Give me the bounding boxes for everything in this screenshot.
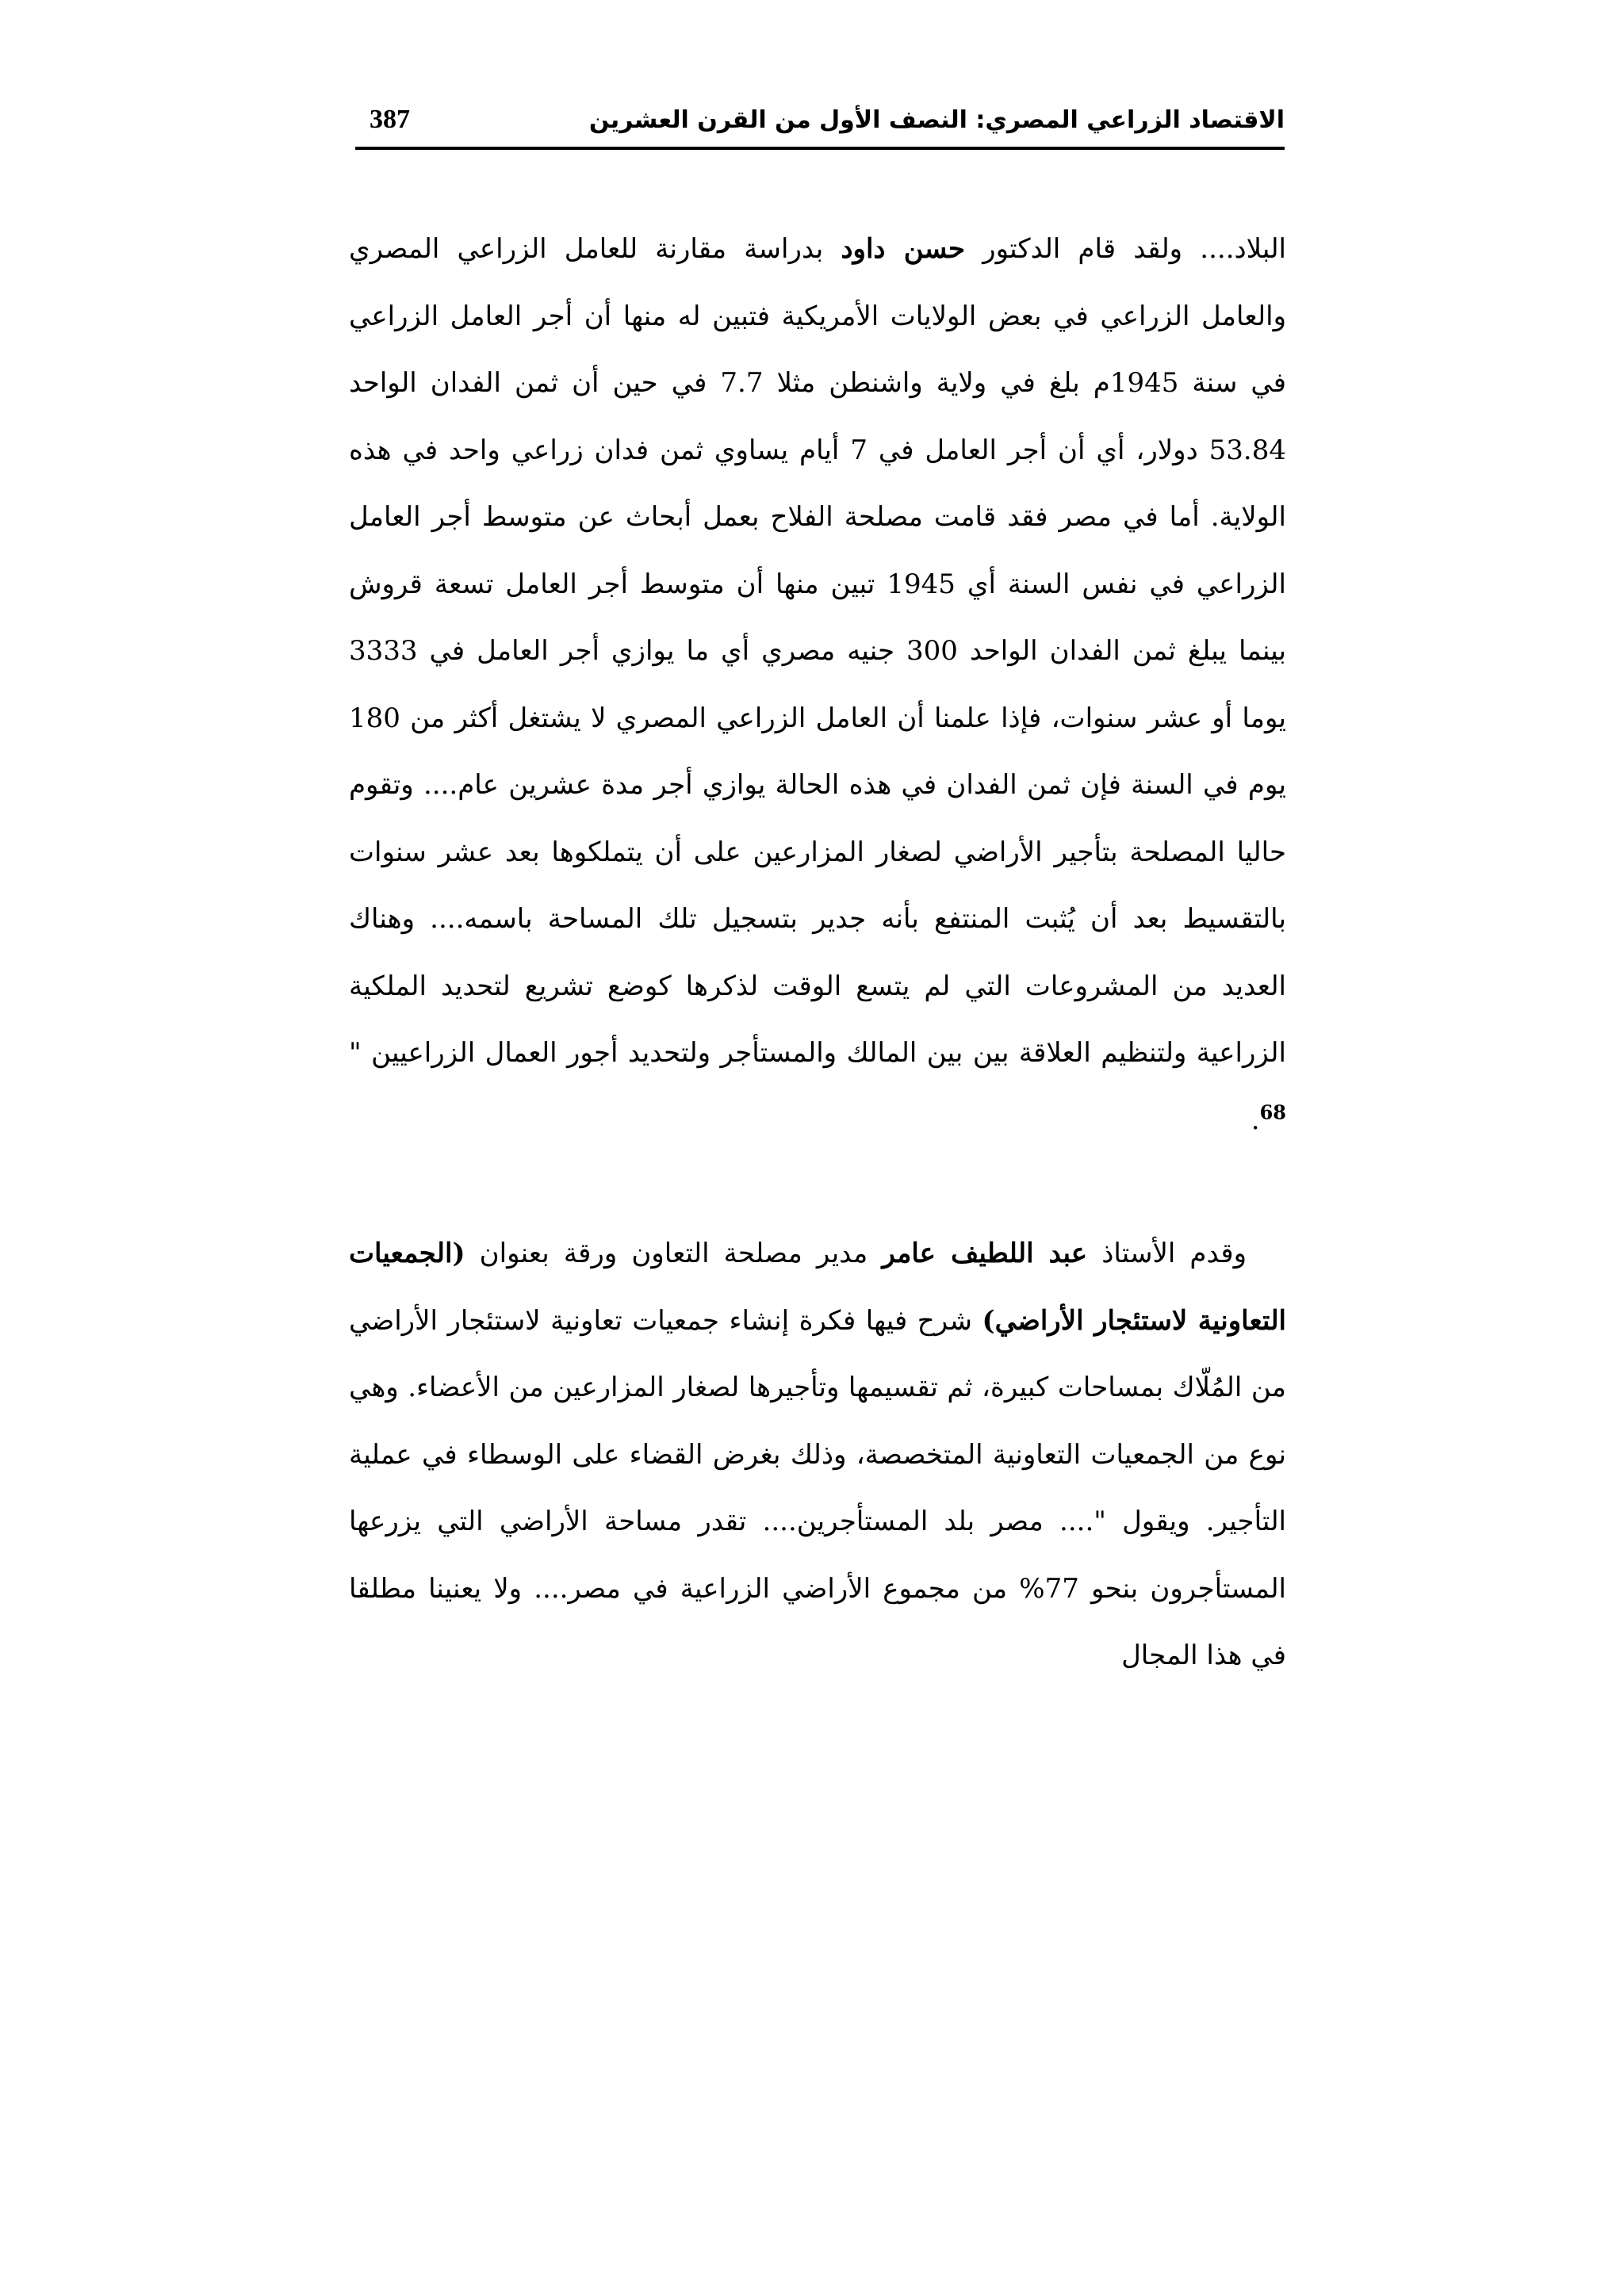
paragraph-2-text-a: وقدم الأستاذ xyxy=(1087,1238,1247,1269)
paragraph-2-text-c: شرح فيها فكرة إنشاء جمعيات تعاونية لاستئجار الأراضي من المُلّاك بمساحات كبيرة، ثم تقسيمها وتأجيرها لصغار المزارعين من الأعضاء. وهي نوع من الجمعيات التعاونية المتخصصة، وذلك بغرض القضاء على الوسطاء في عملية التأجير. ويقول ".... مصر بلد المستأجرين.... تقدر مساحة الأراضي التي يزرعها المستأجرون بنحو 77% من مجموع الأراضي الزراعية في مصر.... ولا يعنينا مطلقا في هذا المجال xyxy=(349,1304,1286,1671)
person-name-hassan-daoud: حسن داود xyxy=(841,233,965,265)
paragraph-1-end: . xyxy=(1251,1104,1260,1136)
footnote-reference: 68 xyxy=(1259,1100,1286,1124)
paragraph-2 xyxy=(349,1220,1286,1689)
running-header xyxy=(355,101,1285,146)
page-number: 387 xyxy=(370,105,410,134)
paper-title: (الجمعيات التعاونية لاستئجار الأراضي) xyxy=(349,1238,1286,1337)
paragraph-1 xyxy=(349,216,1286,1154)
paragraph-1-text-b: بدراسة مقارنة للعامل الزراعي المصري والعامل الزراعي في بعض الولايات الأمريكية فتبين له منها أن أجر العامل الزراعي في سنة 1945م بلغ في ولاية واشنطن مثلا 7.7 في حين أن ثمن الفدان الواحد 53.84 دولار، أي أن أجر العامل في 7 أيام يساوي ثمن فدان زراعي واحد في هذه الولاية. أما في مصر فقد قامت مصلحة الفلاح بعمل أبحاث عن متوسط أجر العامل الزراعي في نفس السنة أي 1945 تبين منها أن متوسط أجر العامل تسعة قروش بينما يبلغ ثمن الفدان الواحد 300 جنيه مصري أي ما يوازي أجر العامل في 3333 يوما أو عشر سنوات، فإذا علمنا أن العامل الزراعي المصري لا يشتغل أكثر من 180 يوم في السنة فإن ثمن الفدان في هذه الحالة يوازي أجر مدة عشرين عام.... وتقوم حاليا المصلحة بتأجير الأراضي لصغار المزارعين على أن يتملكوها بعد عشر سنوات بالتقسيط بعد أن يُثبت المنتفع بأنه جدير بتسجيل تلك المساحة باسمه.... وهناك العديد من المشروعات التي لم يتسع الوقت لذكرها كوضع تشريع لتحديد الملكية الزراعية ولتنظيم العلاقة بين بين المالك والمستأجر ولتحديد أجور العمال الزراعيين " xyxy=(349,233,1286,1069)
person-name-abdellatif-amer: عبد اللطيف عامر xyxy=(882,1238,1088,1269)
running-title: الاقتصاد الزراعي المصري: النصف الأول من القرن العشرين xyxy=(588,106,1285,134)
header-rule xyxy=(355,147,1285,150)
paragraph-1-text-a: البلاد.... ولقد قام الدكتور xyxy=(964,233,1286,265)
paragraph-2-text-b: مدير مصلحة التعاون ورقة بعنوان xyxy=(465,1238,883,1269)
body-text xyxy=(349,216,1286,1689)
